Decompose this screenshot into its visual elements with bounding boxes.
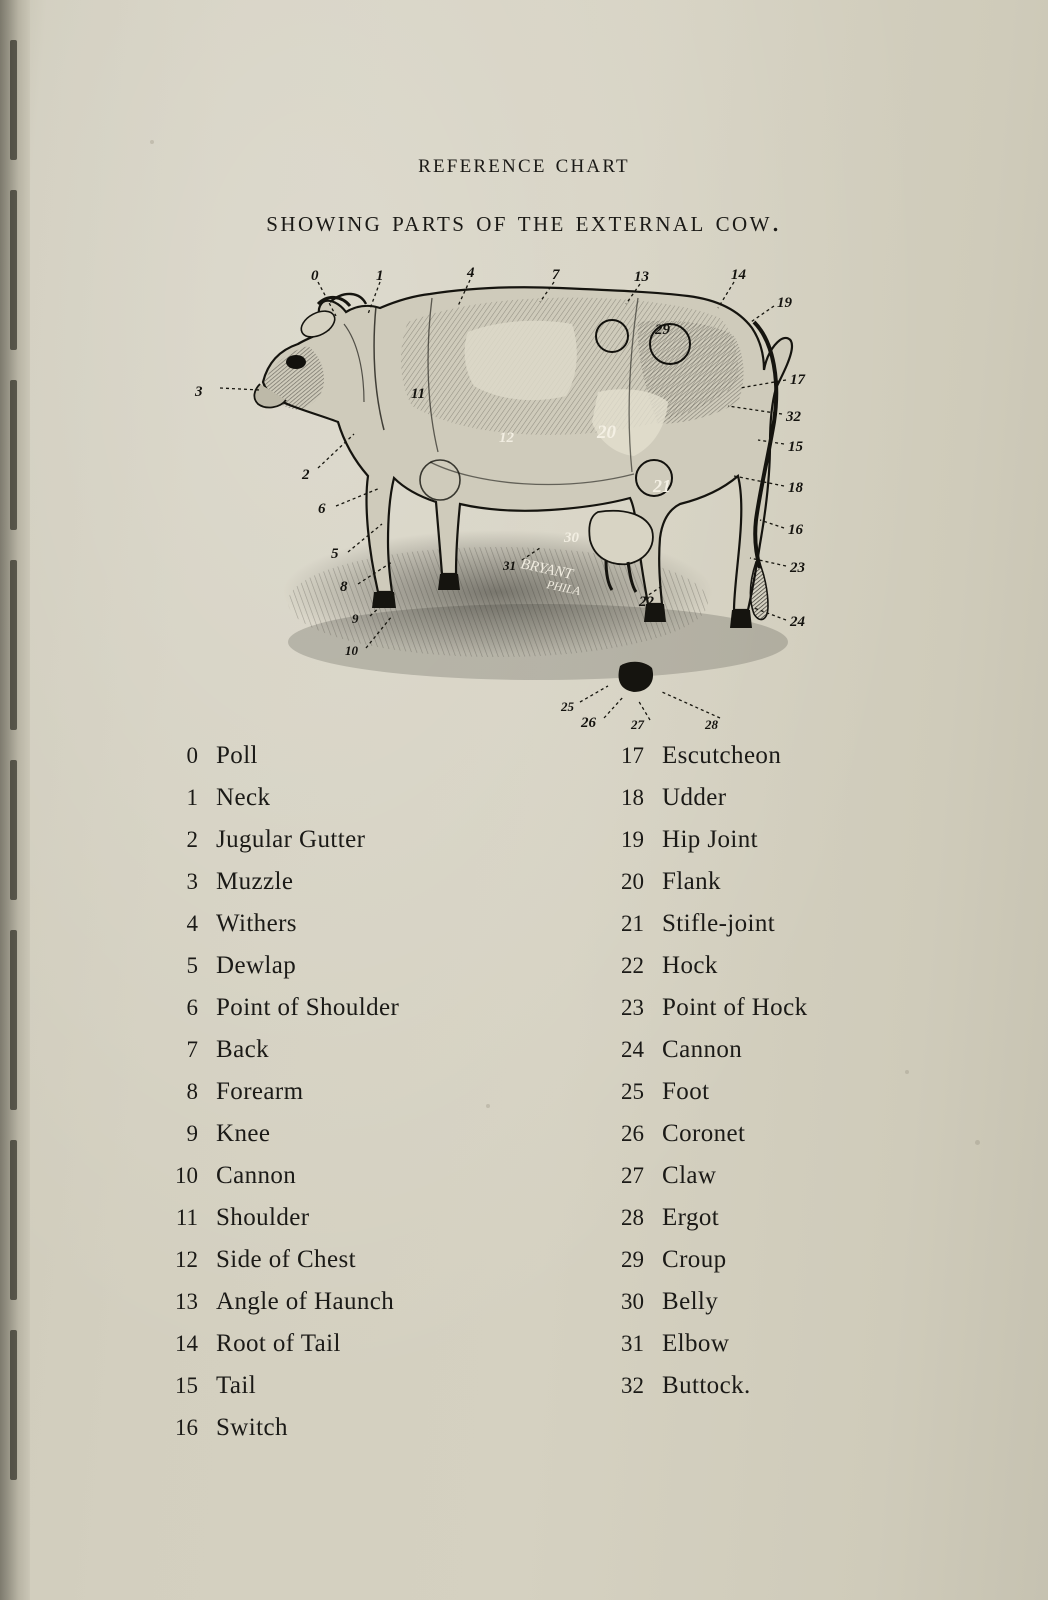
legend-label: Neck (216, 784, 271, 811)
legend-number: 15 (175, 1373, 198, 1398)
legend-label: Ergot (662, 1204, 720, 1231)
legend-number: 28 (621, 1205, 644, 1230)
tail-switch (750, 562, 768, 620)
legend-number: 7 (186, 1037, 198, 1062)
legend-label: Belly (662, 1288, 719, 1315)
legend-label: Cannon (216, 1162, 297, 1189)
legend-item (152, 1120, 572, 1162)
engraver-signature-line2: PHILA (545, 577, 582, 599)
legend-number: 20 (621, 869, 644, 894)
legend-label: Hock (662, 952, 718, 979)
white-patch-shoulder (465, 321, 577, 400)
legend-label: Claw (662, 1162, 717, 1189)
callout-31: 31 (503, 558, 516, 573)
callout-4: 4 (467, 265, 475, 281)
legend-number: 1 (186, 785, 198, 810)
callout-3: 3 (195, 384, 203, 400)
legend-item (152, 1036, 572, 1078)
legend-number: 4 (186, 911, 198, 936)
legend-label: Withers (216, 910, 297, 937)
hoof-hind-right (730, 610, 752, 628)
callout-24: 24 (790, 614, 805, 630)
callout-10: 10 (345, 643, 358, 658)
callout-30: 30 (564, 530, 579, 546)
callout-6: 6 (318, 501, 326, 517)
legend-number: 8 (186, 1079, 198, 1104)
legend-label: Point of Hock (662, 994, 808, 1021)
cow-diagram-figure (168, 262, 868, 732)
legend-number: 21 (621, 911, 644, 936)
legend-number: 25 (621, 1079, 644, 1104)
legend-label: Coronet (662, 1120, 746, 1147)
legend-label: Flank (662, 868, 721, 895)
legend-number: 10 (175, 1163, 198, 1188)
legend-number: 9 (186, 1121, 198, 1146)
page-title: reference chart (418, 148, 630, 178)
legend-column-right (598, 742, 1018, 1414)
callout-25: 25 (561, 699, 574, 714)
callout-32: 32 (786, 409, 801, 425)
binding-stitch (10, 560, 17, 730)
callout-12: 12 (499, 430, 514, 446)
page-subtitle: showing parts of the external cow. (266, 205, 782, 238)
legend-number: 24 (621, 1037, 644, 1062)
legend-number: 22 (621, 953, 644, 978)
legend-label: Muzzle (216, 868, 294, 895)
callout-17: 17 (790, 372, 805, 388)
legend-item (598, 1120, 1018, 1162)
legend-number: 6 (186, 995, 198, 1020)
legend-label: Tail (216, 1372, 257, 1399)
paper-speck (150, 140, 154, 144)
callout-14: 14 (731, 267, 746, 283)
callout-21: 21 (653, 476, 671, 496)
legend-item (598, 1246, 1018, 1288)
legend-item (152, 1330, 572, 1372)
legend-number: 32 (621, 1373, 644, 1398)
legend-label: Back (216, 1036, 269, 1063)
callout-27: 27 (631, 717, 644, 732)
legend-number: 3 (186, 869, 198, 894)
legend-item (598, 952, 1018, 994)
legend-item (598, 1078, 1018, 1120)
legend-label: Dewlap (216, 952, 297, 979)
callout-19: 19 (777, 295, 792, 311)
legend-label: Side of Chest (216, 1246, 356, 1273)
legend-item (598, 1036, 1018, 1078)
legend-label: Buttock. (662, 1372, 751, 1399)
udder (589, 511, 653, 564)
callout-5: 5 (331, 546, 339, 562)
legend-item (152, 868, 572, 910)
legend-item (152, 1078, 572, 1120)
legend-label: Escutcheon (662, 742, 782, 769)
legend-item (152, 1288, 572, 1330)
legend-label: Foot (662, 1078, 710, 1105)
legend-label: Poll (216, 742, 258, 769)
callout-28: 28 (705, 717, 718, 732)
legend-item (598, 1204, 1018, 1246)
engraver-signature-line1: BRYANT (519, 556, 575, 583)
legend-number: 29 (621, 1247, 644, 1272)
legend-item (152, 910, 572, 952)
callout-7: 7 (552, 267, 560, 283)
legend-label: Shoulder (216, 1204, 310, 1231)
legend-item (152, 1162, 572, 1204)
eye (286, 355, 306, 369)
legend-number: 18 (621, 785, 644, 810)
callout-22: 22 (639, 594, 654, 610)
legend-number: 11 (175, 1205, 198, 1230)
hoof-foreground (619, 662, 653, 692)
callout-0: 0 (311, 268, 319, 284)
binding-stitch (10, 40, 17, 160)
legend-number: 5 (186, 953, 198, 978)
legend-item (598, 868, 1018, 910)
callout-20: 20 (597, 422, 616, 443)
legend-number: 31 (621, 1331, 644, 1356)
legend-item (598, 1162, 1018, 1204)
legend-item (152, 994, 572, 1036)
legend-item (598, 910, 1018, 952)
legend-item (152, 952, 572, 994)
legend-label: Stifle-joint (662, 910, 776, 937)
legend-number: 2 (186, 827, 198, 852)
legend-number: 0 (186, 743, 198, 768)
legend-item (152, 826, 572, 868)
legend-number: 23 (621, 995, 644, 1020)
legend-item (598, 994, 1018, 1036)
legend-number: 30 (621, 1289, 644, 1314)
legend-item (598, 826, 1018, 868)
legend-label: Jugular Gutter (216, 826, 366, 853)
callout-9: 9 (352, 611, 359, 626)
legend-item (152, 742, 572, 784)
legend-label: Hip Joint (662, 826, 758, 853)
legend-item (152, 1204, 572, 1246)
callout-1: 1 (376, 268, 384, 284)
callout-2: 2 (302, 467, 310, 483)
binding-stitch (10, 380, 17, 530)
callout-11: 11 (411, 386, 426, 402)
legend-label: Switch (216, 1414, 288, 1441)
legend-label: Udder (662, 784, 727, 811)
callout-18: 18 (788, 480, 803, 496)
callout-13: 13 (634, 269, 649, 285)
legend-item (152, 784, 572, 826)
hoof-front-left (372, 592, 396, 608)
legend-label: Knee (216, 1120, 271, 1147)
legend-item (152, 1372, 572, 1414)
legend (0, 742, 1048, 1462)
legend-number: 27 (621, 1163, 644, 1188)
callout-15: 15 (788, 439, 803, 455)
legend-item (152, 1414, 572, 1456)
legend-label: Root of Tail (216, 1330, 341, 1357)
callout-8: 8 (340, 579, 348, 595)
legend-number: 26 (621, 1121, 644, 1146)
callout-29: 29 (655, 322, 670, 338)
legend-number: 14 (175, 1331, 198, 1356)
legend-number: 16 (175, 1415, 198, 1440)
callout-16: 16 (788, 522, 803, 538)
legend-label: Cannon (662, 1036, 743, 1063)
cow-engraving-svg (168, 262, 868, 732)
callout-23: 23 (790, 560, 805, 576)
legend-column-left (152, 742, 572, 1456)
legend-label: Elbow (662, 1330, 730, 1357)
legend-number: 12 (175, 1247, 198, 1272)
legend-item (598, 1372, 1018, 1414)
callout-26: 26 (581, 715, 596, 731)
legend-number: 17 (621, 743, 644, 768)
legend-item (598, 742, 1018, 784)
legend-label: Point of Shoulder (216, 994, 400, 1021)
legend-item (598, 784, 1018, 826)
legend-item (598, 1330, 1018, 1372)
legend-item (152, 1246, 572, 1288)
page-title-block (0, 148, 1048, 239)
legend-label: Croup (662, 1246, 727, 1273)
legend-number: 13 (175, 1289, 198, 1314)
legend-label: Forearm (216, 1078, 304, 1105)
hoof-front-right (438, 574, 460, 590)
legend-label: Angle of Haunch (216, 1288, 395, 1315)
legend-item (598, 1288, 1018, 1330)
legend-number: 19 (621, 827, 644, 852)
